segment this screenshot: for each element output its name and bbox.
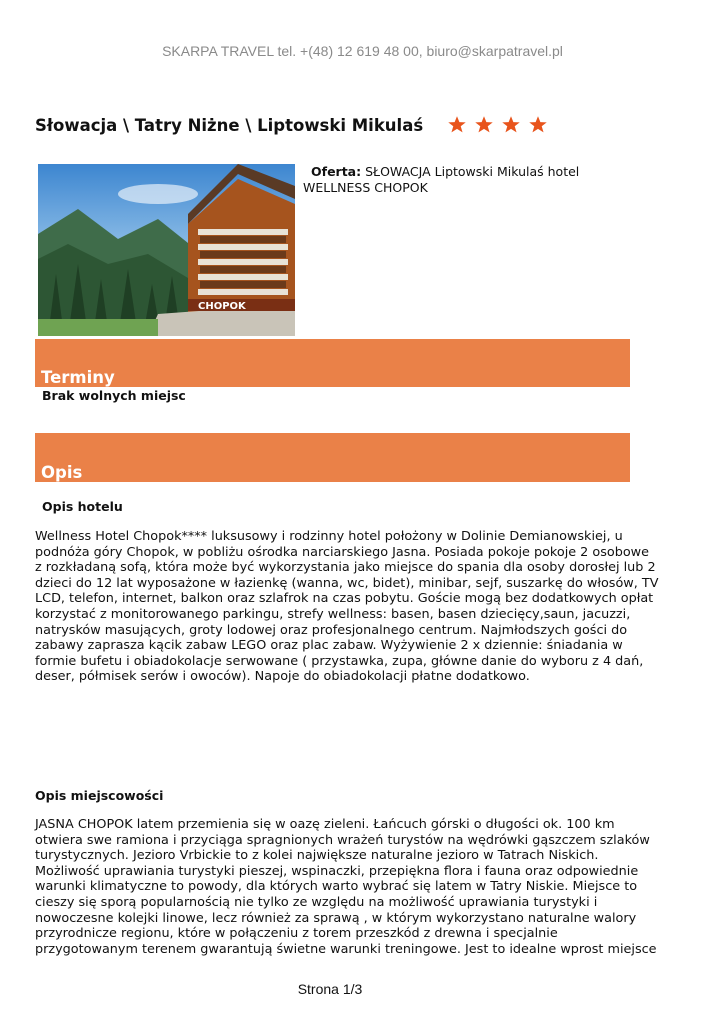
page-number: Strona 1/3	[297, 981, 363, 997]
text-line: podnóża góry Chopok, w pobliżu ośrodka narciarskiego Jasna. Posiada pokoje pokoje 2 osobowe	[35, 544, 650, 560]
terms-heading: Terminy	[41, 368, 115, 387]
description-heading: Opis	[41, 463, 83, 482]
offer-label: Oferta:	[311, 164, 362, 179]
text-line: otwiera swe ramiona i przyciąga spragnionych wrażeń turystów na wędrówki gąszczem szlaków	[35, 832, 650, 848]
text-line: Wellness Hotel Chopok**** luksusowy i rodzinny hotel położony w Dolinie Demianowskiej, u	[35, 529, 623, 544]
hotel-sign-text: CHOPOK	[198, 301, 246, 312]
text-line: Możliwość uprawiania turystyki pieszej, wspinaczki, przepiękna flora i fauna oraz odpowiednie	[35, 863, 639, 879]
terms-status: Brak wolnych miejsc	[42, 388, 186, 403]
text-line: LCD, telefon, internet, balkon oraz szlafrok na czas pobytu. Goście mogą bez dodatkowych opłat	[35, 591, 654, 607]
offer-block	[303, 164, 623, 196]
text-line: JASNA CHOPOK latem przemienia się w oazę zieleni. Łańcuch górski o długości ok. 100 km	[35, 817, 615, 832]
text-line: przyrodnicze regionu, które w połączeniu z torem przeszkód z drewna i specjalnie	[35, 926, 558, 942]
offer-text-line1: SŁOWACJA Liptowski Mikulaś hotel	[365, 164, 580, 179]
star-icon	[447, 115, 467, 134]
star-icon	[501, 115, 521, 134]
text-line: korzystać z monitorowanego parkingu, strefy wellness: basen, basen dziecięcy,saun, jacuzzi,	[35, 606, 631, 622]
text-line: natrysków masujących, groty lodowej oraz profesjonalnego centrum. Najmłodszych gości do	[35, 622, 628, 638]
text-line: z rozkładaną sofą, która może być wykorzystania jako miejsce do spania dla osoby dorosłej lub 2	[35, 560, 656, 576]
text-line: zabawy zaprasza kącik zabaw LEGO oraz plac zabaw. Wyżywienie 2 x dziennie: śniadania w	[35, 638, 623, 654]
page-title: Słowacja \ Tatry Niżne \ Liptowski Mikulaś	[35, 116, 424, 135]
text-line: nowoczesne kolejki linowe, lecz również za sprawą , w którym wykorzystano naturalne walory	[35, 910, 637, 926]
hotel-photo	[38, 164, 295, 336]
terms-section-header	[35, 339, 630, 387]
text-line: formie bufetu i obiadokolacje serwowane ( przystawka, zupa, główne danie do wyboru z 4 dań,	[35, 653, 644, 669]
header-contact: SKARPA TRAVEL tel. +(48) 12 619 48 00, biuro@skarpatravel.pl	[162, 43, 563, 59]
star-icon	[474, 115, 494, 134]
text-line: warunki klimatyczne to powody, dla których warto wybrać się latem w Tatry Niskie. Miejsce to	[35, 879, 638, 895]
description-section-header	[35, 433, 630, 482]
offer-text-line2: WELLNESS CHOPOK	[303, 180, 428, 195]
text-line: dzieci do 12 lat wyposażone w łazienkę (wanna, wc, bidet), minibar, sejf, suszarkę do włosów, TV	[35, 575, 659, 591]
hotel-description-text	[35, 529, 659, 685]
text-line: przygotowanym terenem gwarantują świetne warunki treningowe. Jest to idealne wprost miejsce	[35, 941, 657, 957]
text-line: cieszy się sporą popularnością nie tylko ze względu na możliwość uprawiania turystyki i	[35, 894, 598, 910]
location-description-subheading: Opis miejscowości	[35, 788, 164, 803]
location-description-text	[35, 817, 657, 957]
text-line: deser, półmisek serów i owoców). Napoje do obiadokolacji płatne dodatkowo.	[35, 669, 530, 685]
hotel-description-subheading: Opis hotelu	[42, 499, 123, 514]
text-line: turystycznych. Jezioro Vrbickie to z kolei największe naturalne jezioro w Tatrach Niskich.	[35, 848, 599, 864]
star-rating	[447, 115, 550, 135]
star-icon	[528, 115, 548, 134]
